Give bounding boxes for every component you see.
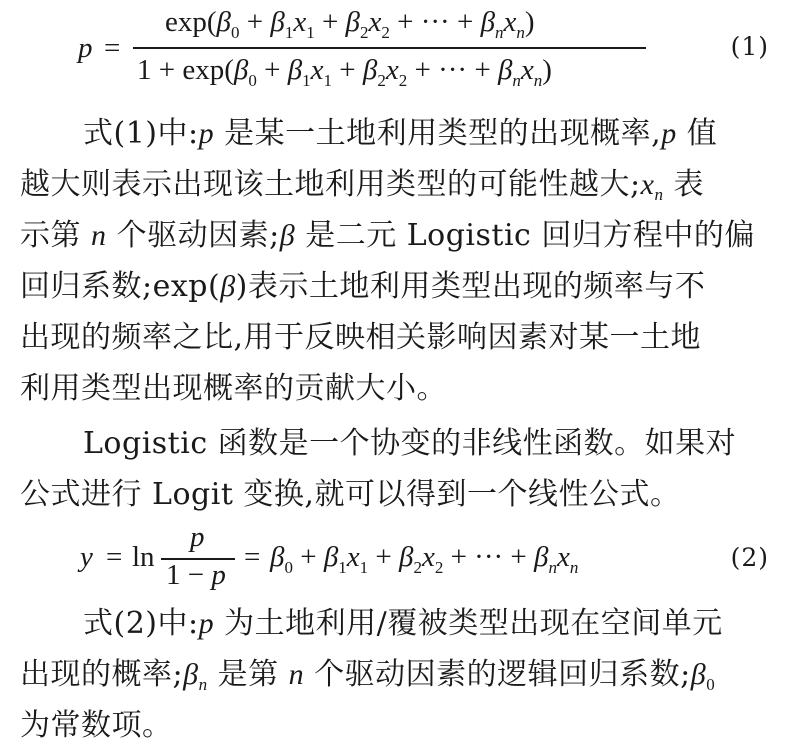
paragraph-1-line-3: 示第 n 个驱动因素;β 是二元 Logistic 回归方程中的偏 [20,218,755,253]
formula-2 [0,521,799,605]
formula-1-equals: = [104,32,121,64]
formula-2-equals: = [106,541,123,573]
formula-1 [0,0,799,100]
equation-number-1: (1) [730,32,769,61]
paragraph-3-line-3: 为常数项。 [20,708,173,743]
formula-2-frac-denominator: 1 − p [166,559,226,591]
formula-2-frac-numerator: p [190,521,205,553]
formula-2-rhs: $\beta_0 + \beta_1x_1 + \beta_2x_2$ + ··· + $\beta_nx_n$ [270,541,579,577]
paragraph-1-line-1: 式(1)中:p 是某一土地利用类型的出现概率,p 值 [83,116,718,151]
paragraph-1-line-4: 回归系数;exp(β)表示土地利用类型出现的频率与不 [20,269,706,304]
paragraph-2-line-2: 公式进行 Logit 变换,就可以得到一个线性公式。 [20,477,681,512]
paragraph-1-line-6: 利用类型出现概率的贡献大小。 [20,371,447,406]
formula-2-ln: ln [132,541,155,573]
paragraph-3-line-2: 出现的概率$;\beta_n$ 是第 n 个驱动因素的逻辑回归系数$;\beta_0$ [20,657,716,694]
formula-1-lhs: p [78,32,93,64]
paragraph-1-line-2: 越大则表示出现该土地利用类型的可能性越大$;x_n$ 表 [20,167,704,204]
paragraph-3-line-1: 式(2)中:p 为土地利用/覆被类型出现在空间单元 [83,606,723,641]
paragraph-1 [20,108,780,414]
formula-2-equals-2: = [244,541,261,573]
paragraph-1-line-5: 出现的频率之比,用于反映相关影响因素对某一土地 [20,320,702,355]
paragraph-2 [20,418,780,520]
formula-2-lhs: y [80,541,93,573]
formula-1-fraction-bar [133,47,646,49]
formula-1-denominator: $1 + \exp(\beta_0 + \beta_1x_1 + \beta_2x_2$ + ··· + $\beta_nx_n$) [137,54,552,90]
formula-1-numerator: $\exp(\beta_0 + \beta_1x_1 + \beta_2x_2$ + ··· + $\beta_nx_n$) [165,6,535,42]
paragraph-2-line-1: Logistic 函数是一个协变的非线性函数。如果对 [83,426,737,461]
equation-number-2: (2) [730,543,769,572]
paragraph-3 [20,598,780,751]
